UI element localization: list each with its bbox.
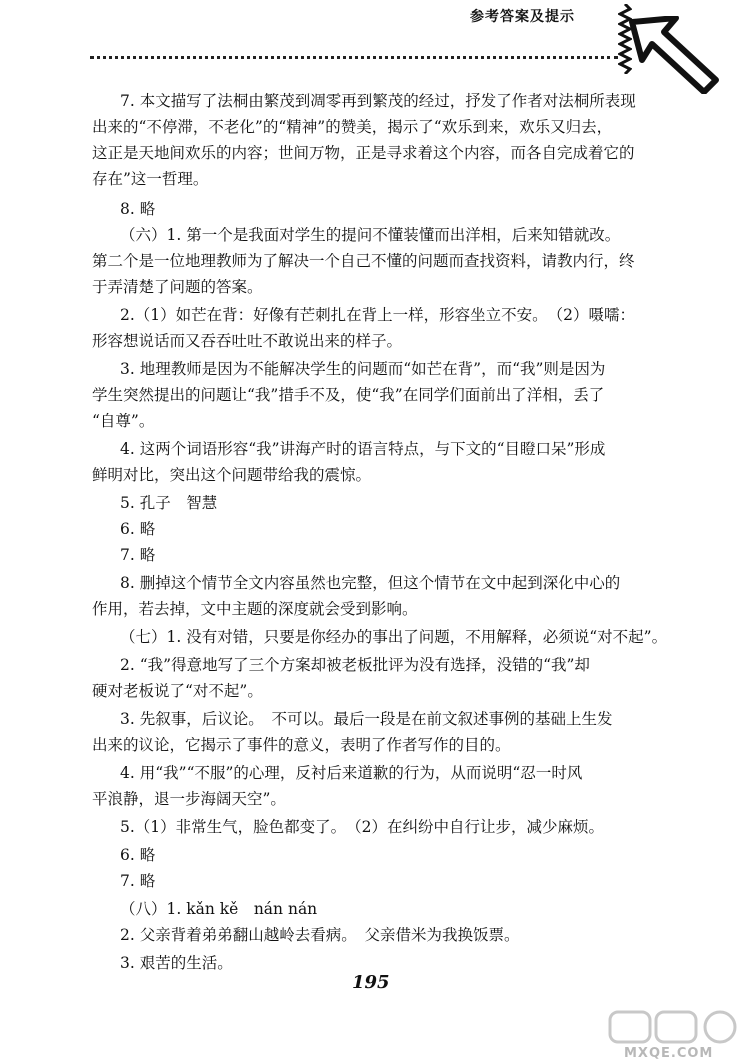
text-line: 鲜明对比，突出这个问题带给我的震惊。 (92, 466, 372, 484)
text-line: 平浪静，退一步海阔天空”。 (92, 790, 286, 808)
page-number: 195 (352, 972, 390, 993)
text-line: （七）1. 没有对错，只要是你经办的事出了问题，不用解释，必须说“对不起”。 (120, 628, 668, 646)
watermark-logo (606, 1010, 746, 1060)
text-line: 8. 删掉这个情节全文内容虽然也完整，但这个情节在文中起到深化中心的 (120, 574, 621, 592)
text-line: 作用，若去掉，文中主题的深度就会受到影响。 (92, 600, 418, 618)
watermark-url: MXQE.COM (624, 1046, 714, 1061)
text-line: （八）1. kǎn kě nán nán (120, 900, 318, 918)
text-line: 5. 孔子 智慧 (120, 494, 218, 512)
text-line: 出来的“不停滞，不老化”的“精神”的赞美，揭示了“欢乐到来，欢乐又归去， (92, 118, 613, 136)
watermark-logo-icon (606, 1010, 746, 1046)
text-line: 存在”这一哲理。 (92, 170, 209, 188)
text-line: 形容想说话而又吞吞吐吐不敢说出来的样子。 (92, 332, 403, 350)
header-divider (90, 56, 618, 59)
text-line: 4. 这两个词语形容“我”讲海产时的语言特点，与下文的“目瞪口呆”形成 (120, 440, 606, 458)
text-line: 8. 略 (120, 200, 156, 218)
text-line: 这正是天地间欢乐的内容；世间万物，正是寻求着这个内容，而各自完成着它的 (92, 144, 635, 162)
text-line: 5.（1）非常生气，脸色都变了。 （2）在纠纷中自行让步，减少麻烦。 (120, 818, 605, 836)
text-line: “自尊”。 (92, 412, 155, 430)
text-line: 于弄清楚了问题的答案。 (92, 278, 263, 296)
text-line: 出来的议论，它揭示了事件的意义，表明了作者写作的目的。 (92, 736, 511, 754)
text-line: 硬对老板说了“对不起”。 (92, 682, 263, 700)
text-line: 第二个是一位地理教师为了解决一个自己不懂的问题而查找资料，请教内行，终 (92, 252, 635, 270)
text-line: 6. 略 (120, 846, 156, 864)
text-line: 6. 略 (120, 520, 156, 538)
header-title: 参考答案及提示 (470, 9, 575, 25)
text-line: 3. 地理教师是因为不能解决学生的问题而“如芒在背”，而“我”则是因为 (120, 360, 606, 378)
text-line: 2. 父亲背着弟弟翻山越岭去看病。 父亲借米为我换饭票。 (120, 926, 520, 944)
text-line: 2. “我”得意地写了三个方案却被老板批评为没有选择，没错的“我”却 (120, 656, 590, 674)
text-line: （六）1. 第一个是我面对学生的提问不懂装懂而出洋相，后来知错就改。 (120, 226, 621, 244)
text-line: 7. 略 (120, 872, 156, 890)
text-line: 7. 本文描写了法桐由繁茂到凋零再到繁茂的经过，抒发了作者对法桐所表现 (120, 92, 636, 110)
text-line: 3. 艰苦的生活。 (120, 954, 233, 972)
text-line: 2.（1）如芒在背：好像有芒刺扎在背上一样，形容坐立不安。 （2）嗫嚅： (120, 306, 636, 324)
text-line: 学生突然提出的问题让“我”措手不及，使“我”在同学们面前出了洋相，丢了 (92, 386, 605, 404)
text-line: 3. 先叙事，后议论。 不可以。最后一段是在前文叙述事例的基础上生发 (120, 710, 613, 728)
text-line: 7. 略 (120, 546, 156, 564)
text-line: 4. 用“我”“不服”的心理，反衬后来道歉的行为，从而说明“忍一时风 (120, 764, 583, 782)
arrow-up-left-icon (628, 16, 720, 94)
